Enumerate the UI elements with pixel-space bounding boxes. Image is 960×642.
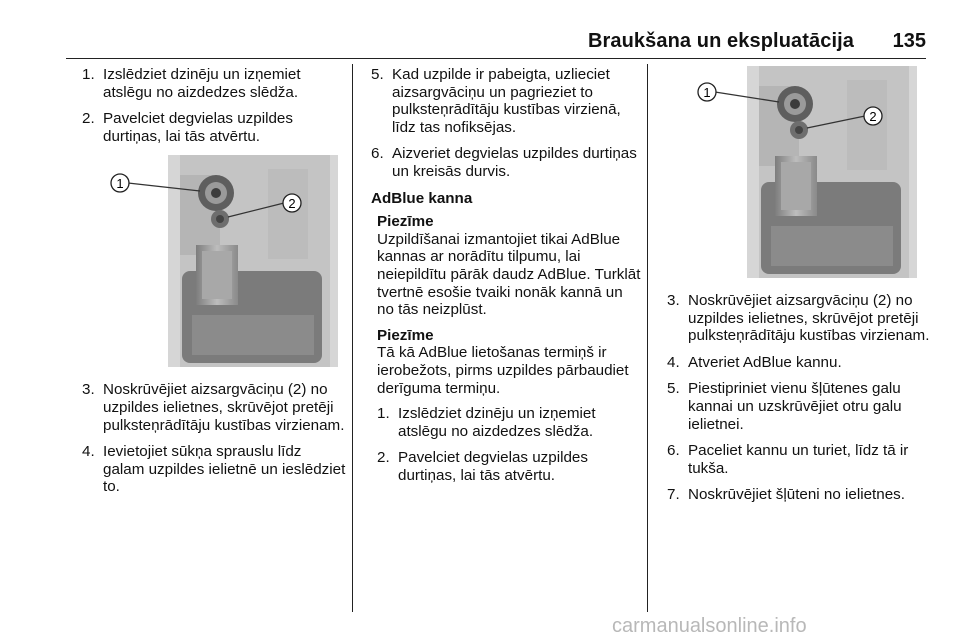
page-header xyxy=(0,14,960,54)
note-title: Piezīme xyxy=(377,326,434,344)
step-number: 3. xyxy=(82,381,95,399)
step-number: 3. xyxy=(667,292,680,309)
step-item xyxy=(82,443,346,496)
callout-2: 2 xyxy=(288,196,296,212)
step-text: Noskrūvējiet šļūteni no ielietnes. xyxy=(688,486,905,504)
page-number: 135 xyxy=(892,30,926,52)
step-text: Noskrūvējiet aizsargvāciņu (2) no uzpildes ielietnes, skrūvējot pretēji pulksteņrādītāju kustības virzienam. xyxy=(103,381,345,434)
step-item xyxy=(667,380,933,433)
step-item xyxy=(82,110,346,145)
column-divider-1 xyxy=(352,64,353,612)
step-number: 1. xyxy=(377,405,390,423)
callout-1: 1 xyxy=(703,85,711,100)
step-item xyxy=(667,292,933,345)
adblue-filler-illustration xyxy=(667,66,925,278)
step-item xyxy=(667,442,933,477)
step-text: Paceliet kannu un turiet, līdz tā ir tukša. xyxy=(688,442,909,477)
step-item xyxy=(371,66,641,136)
step-item xyxy=(377,449,641,484)
step-number: 7. xyxy=(667,486,680,504)
callout-2: 2 xyxy=(869,109,877,124)
step-number: 2. xyxy=(377,449,390,467)
step-text: Pavelciet degvielas uzpildes durtiņas, lai tās atvērtu. xyxy=(103,110,293,145)
step-item xyxy=(371,145,641,180)
step-item xyxy=(82,381,346,434)
page-title: Braukšana un ekspluatācija xyxy=(587,30,854,52)
column-3 xyxy=(667,66,933,513)
step-text: Izslēdziet dzinēju un izņemiet atslēgu no aizdedzes slēdža. xyxy=(103,66,301,101)
step-number: 5. xyxy=(371,66,384,83)
step-text: Noskrūvējiet aizsargvāciņu (2) no uzpildes ielietnes, skrūvējot pretēji pulksteņrādītāju kustības virzienam. xyxy=(688,292,930,345)
step-number: 5. xyxy=(667,380,680,398)
callout-1: 1 xyxy=(116,176,124,192)
note-block xyxy=(377,213,641,319)
step-number: 4. xyxy=(667,353,680,371)
step-number: 4. xyxy=(82,443,95,461)
fuel-filler-drawing xyxy=(88,155,346,367)
step-text: Ievietojiet sūkņa sprauslu līdz galam uzpildes ielietnē un ieslēdziet to. xyxy=(103,443,346,496)
step-item xyxy=(377,405,641,440)
note-text: Uzpildīšanai izmantojiet tikai AdBlue kannas ar norādītu tilpumu, lai neiepildītu pārāk daudz AdBlue. Turklāt tvertnē esošie tvaiki nonāk kannā un no tās neizplūst. xyxy=(377,230,641,319)
step-text: Pavelciet degvielas uzpildes durtiņas, lai tās atvērtu. xyxy=(398,449,588,484)
column-divider-2 xyxy=(647,64,648,612)
watermark-text: carmanualsonline.info xyxy=(612,615,807,637)
step-item xyxy=(82,66,346,101)
section-heading: AdBlue kanna xyxy=(371,189,473,207)
note-title: Piezīme xyxy=(377,213,434,231)
column-1 xyxy=(82,66,346,505)
step-text: Kad uzpilde ir pabeigta, uzlieciet aizsargvāciņu un pagrieziet to pulksteņrādītāju kustības virzienā, līdz tas nofiksējas. xyxy=(392,66,621,136)
step-number: 6. xyxy=(371,145,384,163)
note-block xyxy=(377,327,641,397)
step-text: Atveriet AdBlue kannu. xyxy=(688,353,842,371)
step-item xyxy=(667,486,933,504)
step-text: Izslēdziet dzinēju un izņemiet atslēgu no aizdedzes slēdža. xyxy=(398,405,596,440)
header-rule xyxy=(66,58,926,59)
step-text: Aizveriet degvielas uzpildes durtiņas un kreisās durvis. xyxy=(392,145,637,180)
note-text: Tā kā AdBlue lietošanas termiņš ir ierobežots, pirms uzpildes pārbaudiet derīguma termiņu. xyxy=(377,344,629,397)
column-2 xyxy=(371,66,641,493)
step-text: Piestipriniet vienu šļūtenes galu kannai un uzskrūvējiet otru galu ielietnei. xyxy=(688,380,902,433)
step-number: 2. xyxy=(82,110,95,128)
step-item xyxy=(667,354,933,372)
adblue-filler-drawing xyxy=(667,66,925,278)
step-number: 1. xyxy=(82,66,95,83)
step-number: 6. xyxy=(667,442,680,460)
fuel-filler-illustration xyxy=(88,155,346,367)
